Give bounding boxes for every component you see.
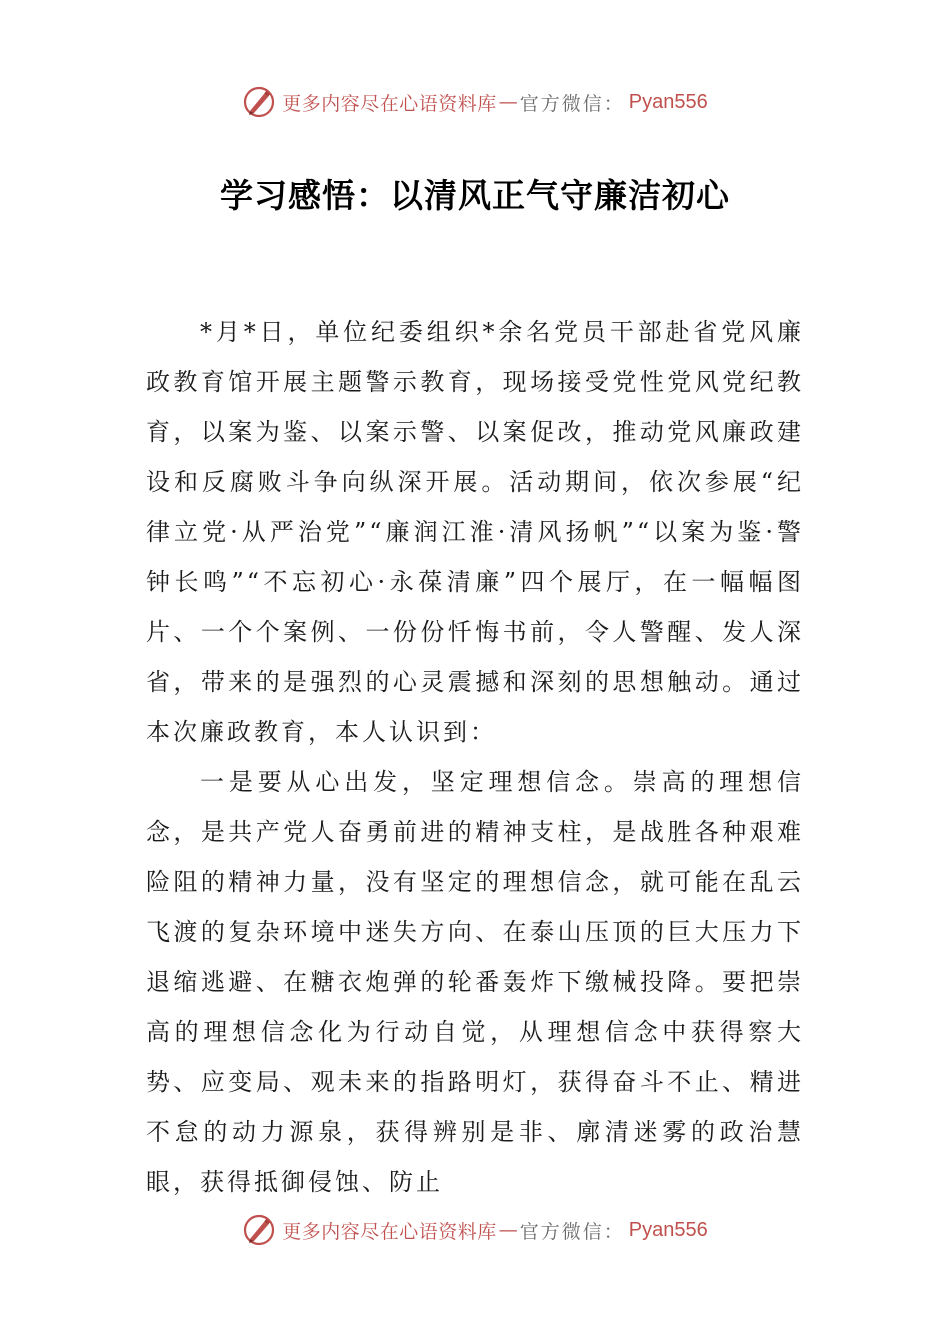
pen-logo-icon xyxy=(242,85,276,119)
paragraph: *月*日，单位纪委组织*余名党员干部赴省党风廉政教育馆开展主题警示教育，现场接受党性党风党纪教育，以案为鉴、以案示警、以案促改，推动党风廉政建设和反腐败斗争向纵深开展。活动期间，依次参展“纪律立党·从严治党”“廉润江淮·清风扬帆”“以案为鉴·警钟长鸣”“不忘初心·永葆清廉”四个展厅，在一幅幅图片、一个个案例、一份份忏悔书前，令人警醒、发人深省，带来的是强烈的心灵震撼和深刻的思想触动。通过本次廉政教育，本人认识到： xyxy=(146,318,804,746)
banner-label: 官方微信： xyxy=(519,92,625,115)
banner-text: 更多内容尽在心语资料库 xyxy=(282,1220,497,1243)
page-title: 学习感悟：以清风正气守廉洁初心 xyxy=(220,176,730,215)
banner-wechat-id: Pyan556 xyxy=(628,1218,708,1241)
banner-label: 官方微信： xyxy=(519,1220,625,1243)
banner-dash: — xyxy=(498,1219,518,1241)
banner-text: 更多内容尽在心语资料库 xyxy=(282,92,497,115)
pen-logo-icon xyxy=(242,1213,276,1247)
document-body xyxy=(146,307,804,1207)
footer-banner xyxy=(0,1210,950,1250)
paragraph: 一是要从心出发，坚定理想信念。崇高的理想信念，是共产党人奋勇前进的精神支柱，是战胜各种艰难险阻的精神力量，没有坚定的理想信念，就可能在乱云飞渡的复杂环境中迷失方向、在泰山压顶的巨大压力下退缩逃避、在糖衣炮弹的轮番轰炸下缴械投降。要把崇高的理想信念化为行动自觉，从理想信念中获得察大势、应变局、观未来的指路明灯，获得奋斗不止、精进不怠的动力源泉，获得辨别是非、廓清迷雾的政治慧眼，获得抵御侵蚀、防止 xyxy=(146,768,804,1196)
banner-wechat-id: Pyan556 xyxy=(628,90,708,113)
banner-dash: — xyxy=(498,91,518,113)
header-banner xyxy=(0,82,950,122)
